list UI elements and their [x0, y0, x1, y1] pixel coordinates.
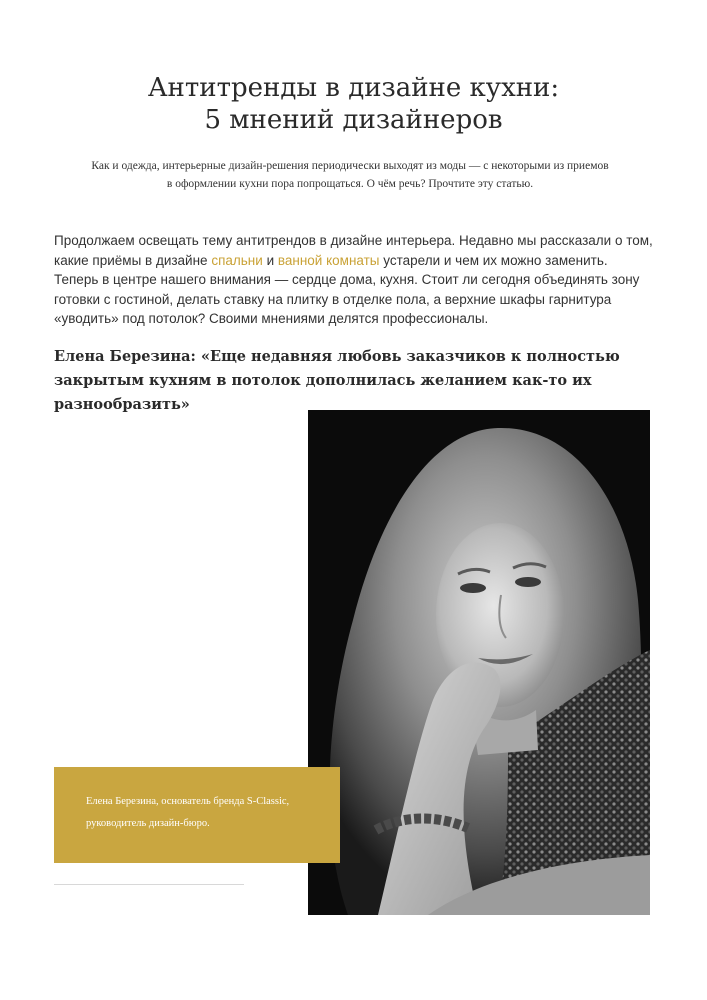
article-title-line-1: Антитренды в дизайне кухни:	[147, 73, 560, 103]
bedroom-link[interactable]: спальни	[211, 252, 263, 268]
article-lead: Как и одежда, интерьерные дизайн-решения периодически выходят из моды — с некоторыми из приемов в оформлении кухни пора попрощаться. О чём речь? Прочтите эту статью.	[91, 160, 609, 190]
portrait-illustration	[308, 410, 650, 915]
intro-text-part-1: Продолжаем освещать тему антитрендов в дизайне интерьера. Недавно мы рассказали о том, какие приёмы в дизайне	[54, 233, 653, 268]
article-intro-paragraph	[54, 231, 654, 329]
bathroom-link[interactable]: ванной комнаты	[277, 252, 380, 268]
photo-caption: Елена Березина, основатель бренда S-Classic, руководитель дизайн-бюро.	[86, 796, 290, 829]
article-title-line-2: 5 мнений дизайнеров	[204, 105, 503, 135]
intro-text-part-2: и	[262, 252, 278, 268]
intro-text-part-3: устарели и чем их можно заменить. Теперь в центре нашего внимания — сердце дома, кухня. Стоит ли сегодня объединять зону готовки с гостиной, делать ставку на плитку в отделке пола, а верхние шкафы гарнитура «уводить» под потолок? Своими мнениями делятся профессионалы.	[54, 252, 640, 326]
caption-divider	[54, 884, 244, 885]
article-title	[0, 72, 707, 136]
portrait-photo	[308, 410, 650, 915]
quote-subheading: Елена Березина: «Еще недавняя любовь заказчиков к полностью закрытым кухням в потолок дополнилась желанием как-то их разнообразить»	[54, 348, 620, 413]
photo-caption-box	[54, 767, 340, 863]
